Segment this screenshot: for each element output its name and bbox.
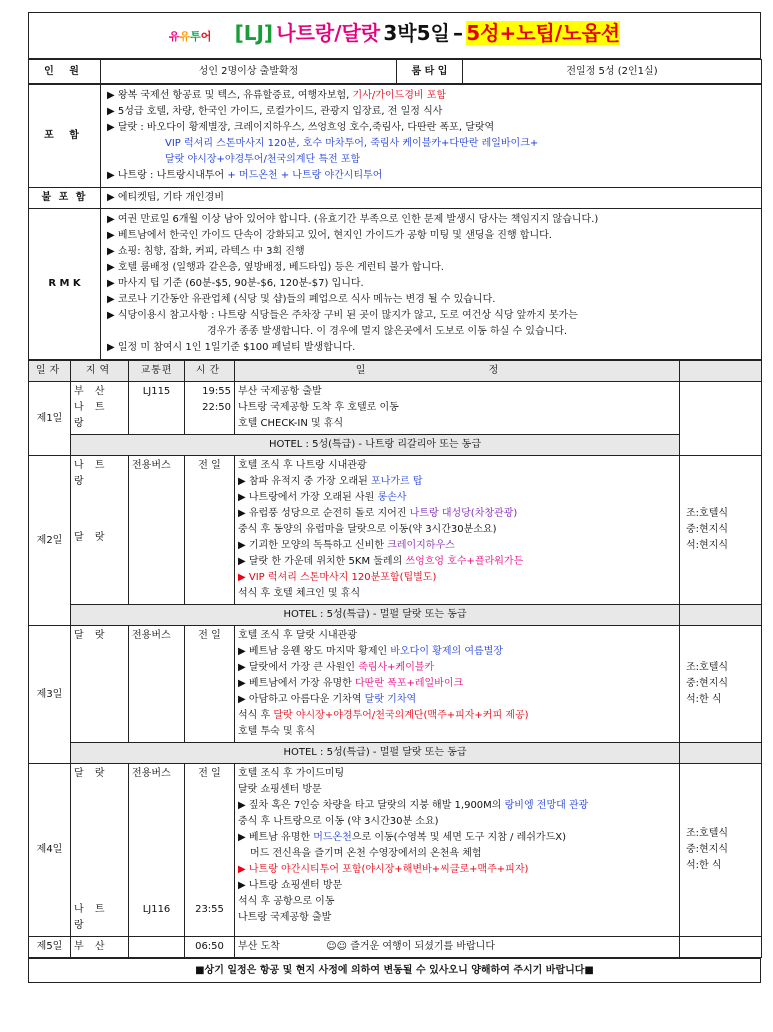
rmk-item: ▶ 여권 만료일 6개월 이상 남아 있어야 합니다. (유효기간 부족으로 인한 문제 발생시 당사는 책임지지 않습니다.) bbox=[107, 214, 599, 225]
exclude-value: ▶ 에티켓팁, 기타 개인경비 bbox=[101, 188, 762, 209]
duration: 3박5일 bbox=[383, 21, 450, 45]
day2-time: 전 일 bbox=[185, 456, 235, 605]
include-item: ▶ 나트랑 : 나트랑시내투어 + 머드온천 + 나트랑 야간시티투어 bbox=[107, 170, 383, 181]
rmk-item: ▶ 호텔 룸배정 (일행과 같은층, 옆방배정, 베드타입) 등은 게런티 불가 합니다. bbox=[107, 262, 444, 273]
footer-table bbox=[28, 958, 761, 983]
rmk-item: ▶ 마사지 팁 기준 (60분-$5, 90분-$6, 120분-$7) 입니다. bbox=[107, 278, 364, 289]
include-item: ▶ 왕복 국제선 항공료 및 텍스, 유류할증료, 여행자보험, 기사/가이드경비 포함 bbox=[107, 90, 447, 101]
day1-itinerary: 부산 국제공항 출발 나트랑 국제공항 도착 후 호텔로 이동 호텔 CHECK-IN 및 휴식 bbox=[235, 382, 680, 435]
rmk-label: R M K bbox=[29, 209, 101, 360]
day3-meal: 조:호텔식 중:현지식 석:한 식 bbox=[680, 626, 762, 743]
day2-label: 제2일 bbox=[29, 456, 71, 626]
rmk-item: ▶ 베트남에서 한국인 가이드 단속이 강화되고 있어, 현지인 가이드가 공항 미팅 및 샌딩을 진행 합니다. bbox=[107, 230, 552, 241]
day5-region: 부 산 bbox=[71, 937, 129, 958]
day3-hotel: HOTEL : 5성(특급) - 멀펄 달랏 또는 동급 bbox=[71, 743, 680, 764]
day3-region: 달 랏 bbox=[71, 626, 129, 743]
day4-itinerary: 호텔 조식 후 가이드미팅 달랏 쇼핑센터 방문 ▶ 짚차 혹은 7인승 차량을 타고 달랏의 지붕 해발 1,900M의 랑비엥 전망대 관광 중식 후 나트랑으로 이동 (약 3시간30분 소요) ▶ 베트남 유명한 머드온천으로 이동(수영복 및 세면 도구 지참 / 레쉬가드X) 머드 전신욕을 즐기며 온천 수영장에서의 온천욕 체험 ▶ 나트랑 야간시티투어 포함(야시장+해변바+씨클로+맥주+피자) ▶ 나트랑 쇼핑센터 방문 석식 후 공항으로 이동 나트랑 국제공항 출발 bbox=[235, 764, 680, 937]
day2-region: 나 트 랑 달 랏 bbox=[71, 456, 129, 605]
day2-itinerary: 호텔 조식 후 나트랑 시내관광 ▶ 참파 유적지 중 가장 오래된 포나가르 탑 ▶ 나트랑에서 가장 오래된 사원 롱손사 ▶ 유럽풍 성당으로 순전히 돌로 지어진 나트랑 대성당(차창관광) 중식 후 동양의 유럽마을 달랏으로 이동(약 3시간30분소요) ▶ 기괴한 모양의 독특하고 신비한 크레이지하우스 ▶ 달랏 한 가운데 위치한 5KM 둘레의 쓰엉흐엉 호수+플라워가든 ▶ VIP 럭셔리 스톤마사지 120분포함(팁별도) 석식 후 호텔 체크인 및 휴식 bbox=[235, 456, 680, 605]
rmk-item: ▶ 쇼핑: 침향, 잡화, 커피, 라텍스 中 3회 진행 bbox=[107, 246, 305, 257]
day1-hotel: HOTEL : 5성(특급) - 나트랑 리갈리아 또는 동급 bbox=[71, 435, 680, 456]
day4-transport: 전용버스 LJ116 bbox=[129, 764, 185, 937]
day5-time: 06:50 bbox=[185, 937, 235, 958]
exclude-label: 불 포 함 bbox=[29, 188, 101, 209]
title-table bbox=[28, 12, 761, 59]
include-label: 포 함 bbox=[29, 85, 101, 188]
include-item: 달랏 야시장+야경투어/천국의계단 특전 포함 bbox=[165, 154, 361, 165]
day4-region: 달 랏 나 트 랑 bbox=[71, 764, 129, 937]
title-cell bbox=[29, 13, 761, 59]
day1-region: 부 산 나 트 랑 bbox=[71, 382, 129, 435]
rmk-list bbox=[101, 209, 762, 360]
head-meal bbox=[680, 361, 762, 382]
day4-meal: 조:호텔식 중:현지식 석:한 식 bbox=[680, 764, 762, 937]
day5-itinerary: 부산 도착 ☺☺ 즐거운 여행이 되셨기를 바랍니다 bbox=[235, 937, 680, 958]
day2-meal: 조:호텔식 중:현지식 석:현지식 bbox=[680, 456, 762, 605]
rmk-item: ▶ 식당이용시 참고사항 : 나트랑 식당들은 주차장 구비 된 곳이 많지가 않고, 도로 여건상 식당 앞까지 못가는 bbox=[107, 310, 578, 321]
day3-label: 제3일 bbox=[29, 626, 71, 764]
include-item: VIP 럭셔리 스톤마사지 120분, 호수 마차투어, 죽림사 케이블카+다딴란 레일바이크+ bbox=[165, 138, 539, 149]
include-item: ▶ 달랏 : 바오다이 황제별장, 크레이지하우스, 쓰엉흐엉 호수,죽림사, 다딴란 폭포, 달랏역 bbox=[107, 122, 495, 133]
day1-meal bbox=[680, 382, 762, 456]
include-list bbox=[101, 85, 762, 188]
rmk-item: ▶ 코로나 기간동안 유관업체 (식당 및 샵)들의 폐업으로 식사 메뉴는 변경 될 수 있습니다. bbox=[107, 294, 496, 305]
brand-logo: 유유투어 bbox=[168, 30, 212, 43]
info-table bbox=[28, 59, 762, 84]
head-day: 일자 bbox=[29, 361, 71, 382]
title-dash: – bbox=[453, 21, 464, 45]
head-transport: 교통편 bbox=[129, 361, 185, 382]
schedule-table bbox=[28, 360, 762, 958]
head-time: 시간 bbox=[185, 361, 235, 382]
destination-title: 나트랑/달랏 bbox=[276, 21, 381, 45]
day1-time: 19:55 22:50 bbox=[185, 382, 235, 435]
day1-label: 제1일 bbox=[29, 382, 71, 456]
rmk-item: 경우가 종종 발생합니다. 이 경우에 멀지 않은곳에서 도보로 이동 하실 수 있습니다. bbox=[207, 326, 568, 337]
head-region: 지역 bbox=[71, 361, 129, 382]
day4-label: 제4일 bbox=[29, 764, 71, 937]
room-value: 전일정 5성 (2인1실) bbox=[463, 60, 762, 84]
day3-time: 전 일 bbox=[185, 626, 235, 743]
footer-notice: ■상기 일정은 항공 및 현지 사정에 의하여 변동될 수 있사오니 양해하여 주시기 바랍니다■ bbox=[29, 959, 761, 983]
day5-label: 제5일 bbox=[29, 937, 71, 958]
day4-time: 전 일 23:55 bbox=[185, 764, 235, 937]
package-tag: 5성+노팁/노옵션 bbox=[466, 21, 621, 45]
people-value: 성인 2명이상 출발확정 bbox=[101, 60, 397, 84]
day1-flight: LJ115 bbox=[129, 382, 185, 435]
product-code: [LJ] bbox=[234, 21, 274, 45]
include-item: ▶ 5성급 호텔, 차량, 한국인 가이드, 로컬가이드, 관광지 입장료, 전 일정 식사 bbox=[107, 106, 443, 117]
day3-transport: 전용버스 bbox=[129, 626, 185, 743]
day3-itinerary: 호텔 조식 후 달랏 시내관광 ▶ 베트남 응웬 왕도 마지막 황제인 바오다이 황제의 여름별장 ▶ 달랏에서 가장 큰 사원인 죽림사+케이블카 ▶ 베트남에서 가장 유명한 다딴란 폭포+레일바이크 ▶ 아담하고 아름다운 기차역 달랏 기차역 석식 후 달랏 야시장+야경투어/천국의계단(맥주+피자+커피 제공) 호텔 투숙 및 휴식 bbox=[235, 626, 680, 743]
head-itinerary: 일 정 bbox=[235, 361, 680, 382]
people-label: 인 원 bbox=[29, 60, 101, 84]
rmk-item: ▶ 일정 미 참여시 1인 1일기준 $100 페널티 발생합니다. bbox=[107, 342, 356, 353]
terms-table bbox=[28, 84, 762, 360]
room-label: 룸 타 입 bbox=[397, 60, 463, 84]
day2-hotel: HOTEL : 5성(특급) - 멀펄 달랏 또는 동급 bbox=[71, 605, 680, 626]
itinerary-document bbox=[28, 12, 761, 983]
day2-transport: 전용버스 bbox=[129, 456, 185, 605]
